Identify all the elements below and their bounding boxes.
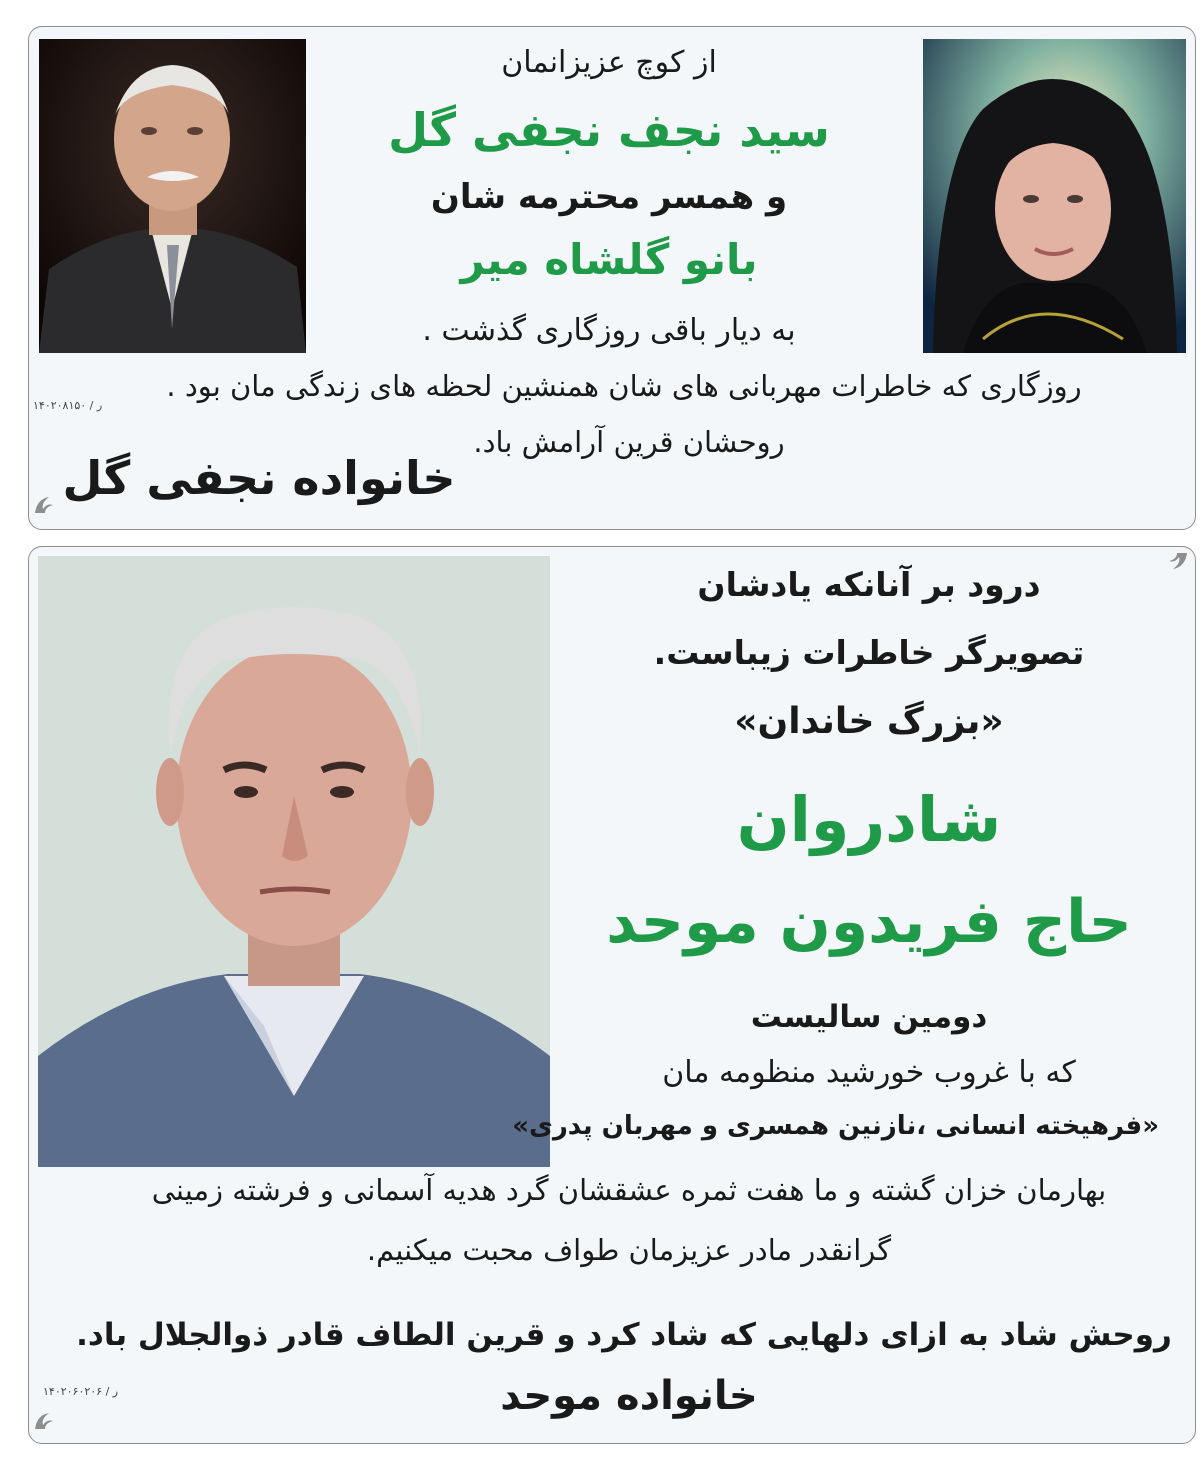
deceased-name-1: سید نجف نجفی گل [388,103,830,157]
family-signature: خانواده موحد [500,1373,758,1419]
obituary-notice-najafi-gol [28,26,1196,530]
spring-text-line-2: گرانقدر مادر عزیزمان طواف محبت میکنیم. [366,1233,892,1267]
portrait-fereydoun-movahed-photo [38,556,550,1167]
ad-code: ۱۴۰۲۰۸۱۵۰ / ر [33,399,103,412]
late-title: شادروان [736,783,1002,856]
passed-text: به دیار باقی روزگاری گذشت . [422,313,796,348]
memory-text: روزگاری که خاطرات مهربانی های شان همنشین لحظه های زندگی مان بود . [166,369,1082,403]
greeting-line-1: درود بر آنانکه یادشان [697,565,1041,604]
corner-ornament-icon [33,1409,63,1431]
family-signature: خانواده نجفی گل [62,451,456,505]
prayer-text: روحش شاد به ازای دلهایی که شاد کرد و قرین الطاف قادر ذوالجلال باد. [76,1317,1172,1353]
sunset-text: که با غروب خورشید منظومه مان [662,1055,1076,1090]
portrait-seyed-najaf-photo [39,39,306,353]
corner-ornament-icon [33,493,63,515]
deceased-name: حاج فریدون موحد [606,887,1132,957]
rest-in-peace-text: روحشان قرین آرامش باد. [473,425,785,459]
corner-ornament-icon [1159,551,1189,573]
elder-label: «بزرگ خاندان» [734,701,1004,742]
ad-code: ۱۴۰۲۰۶۰۲۰۶ / ر [43,1385,119,1398]
qualities-text: «فرهیخته انسانی ،نازنین همسری و مهربان پدری» [512,1111,1159,1141]
deceased-name-2: بانو گلشاه میر [460,235,758,284]
greeting-line-2: تصویرگر خاطرات زیباست. [653,633,1085,672]
spring-text-line-1: بهارمان خزان گشته و ما هفت ثمره عشقشان گرد هدیه آسمانی و فرشته زمینی [151,1173,1107,1207]
spouse-label: و همسر محترمه شان [430,177,788,217]
portrait-golshah-mir-photo [923,39,1186,353]
memorial-notice-movahed [28,546,1196,1444]
anniversary-text: دومین سالیست [750,999,988,1035]
intro-text: از کوچ عزیزانمان [501,45,717,80]
